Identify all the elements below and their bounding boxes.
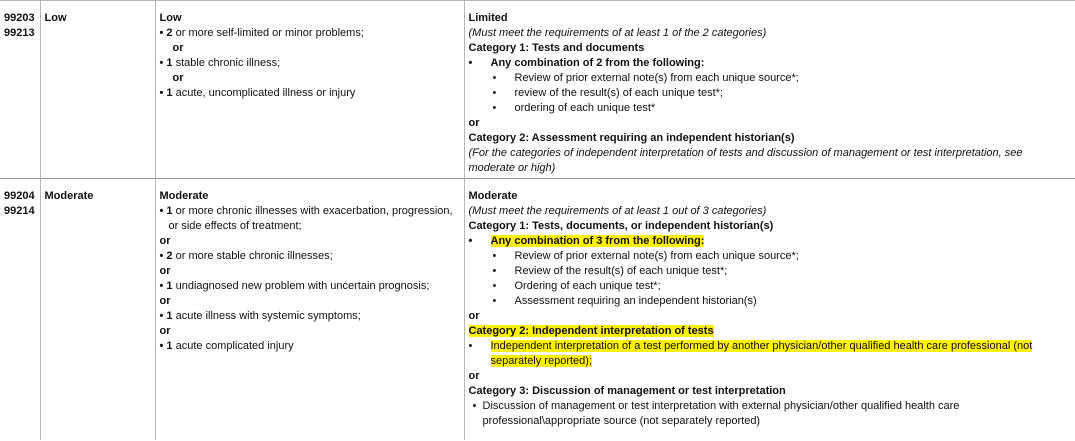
- code-cell: [0, 179, 40, 441]
- sub-bullet: • Assessment requiring an independent historian(s): [469, 294, 1072, 309]
- or-connector: or: [468, 370, 480, 382]
- problems-cell: [155, 179, 464, 441]
- or-connector: or: [468, 117, 480, 129]
- data-heading: Limited: [468, 12, 508, 24]
- level-cell: [40, 179, 155, 441]
- cpt-code: 99213: [4, 27, 35, 39]
- data-heading: Moderate: [468, 190, 518, 202]
- sub-bullet: • Review of the result(s) of each unique test*;: [469, 264, 1072, 279]
- level-label: Moderate: [44, 190, 94, 202]
- category-2-note: (For the categories of independent interpretation of tests and discussion of management or test interpretation, see moderate or high): [468, 147, 1023, 174]
- category-2-title: Category 2: Assessment requiring an independent historian(s): [468, 132, 795, 144]
- problem-item: • 2 or more stable chronic illnesses;: [160, 249, 460, 264]
- category-2-bullet-highlighted: • Independent interpretation of a test performed by another physician/other qualified health care professional (not separately reported);: [469, 339, 1072, 369]
- category-3-bullet: • Discussion of management or test interpretation with external physician/other qualified health care professional\appropriate source (not separately reported): [469, 399, 1072, 429]
- sub-bullet: • Review of prior external note(s) from each unique source*;: [469, 71, 1072, 86]
- data-note: (Must meet the requirements of at least 1 out of 3 categories): [468, 205, 767, 217]
- problem-item: • 1 stable chronic illness;: [160, 56, 460, 71]
- problems-heading: Low: [159, 12, 182, 24]
- category-bullet-highlighted: • Any combination of 3 from the following:: [469, 234, 1072, 249]
- level-label: Low: [44, 12, 67, 24]
- sub-bullet: • Ordering of each unique test*;: [469, 279, 1072, 294]
- data-cell: [464, 179, 1075, 441]
- or-connector: or: [468, 310, 480, 322]
- data-cell: [464, 1, 1075, 179]
- or-connector: or: [172, 42, 184, 54]
- problem-item: • 1 or more chronic illnesses with exacerbation, progression, or side effects of treatment;: [160, 204, 460, 234]
- category-bullet: • Any combination of 2 from the following:: [469, 56, 1072, 71]
- or-connector: or: [159, 295, 171, 307]
- category-3-title: Category 3: Discussion of management or test interpretation: [468, 385, 786, 397]
- problem-item: • 1 undiagnosed new problem with uncertain prognosis;: [160, 279, 460, 294]
- or-connector: or: [172, 72, 184, 84]
- cpt-code: 99204: [4, 190, 35, 202]
- sub-bullet: • review of the result(s) of each unique test*;: [469, 86, 1072, 101]
- or-connector: or: [159, 325, 171, 337]
- problems-heading: Moderate: [159, 190, 209, 202]
- cpt-code: 99214: [4, 205, 35, 217]
- or-connector: or: [159, 235, 171, 247]
- category-1-title: Category 1: Tests, documents, or independent historian(s): [468, 220, 774, 232]
- category-1-title: Category 1: Tests and documents: [468, 42, 645, 54]
- problem-item: • 1 acute, uncomplicated illness or injury: [160, 86, 460, 101]
- problem-item: • 1 acute illness with systemic symptoms;: [160, 309, 460, 324]
- problems-cell: [155, 1, 464, 179]
- problem-item: • 2 or more self-limited or minor problems;: [160, 26, 460, 41]
- sub-bullet: • ordering of each unique test*: [469, 101, 1072, 116]
- data-note: (Must meet the requirements of at least 1 of the 2 categories): [468, 27, 767, 39]
- sub-bullet: • Review of prior external note(s) from each unique source*;: [469, 249, 1072, 264]
- code-cell: [0, 1, 40, 179]
- level-cell: [40, 1, 155, 179]
- cpt-code: 99203: [4, 12, 35, 24]
- table-row-moderate: [0, 179, 1075, 441]
- problem-item: • 1 acute complicated injury: [160, 339, 460, 354]
- category-2-title-highlighted: Category 2: Independent interpretation of tests: [468, 325, 714, 337]
- or-connector: or: [159, 265, 171, 277]
- table-row-low: [0, 1, 1075, 179]
